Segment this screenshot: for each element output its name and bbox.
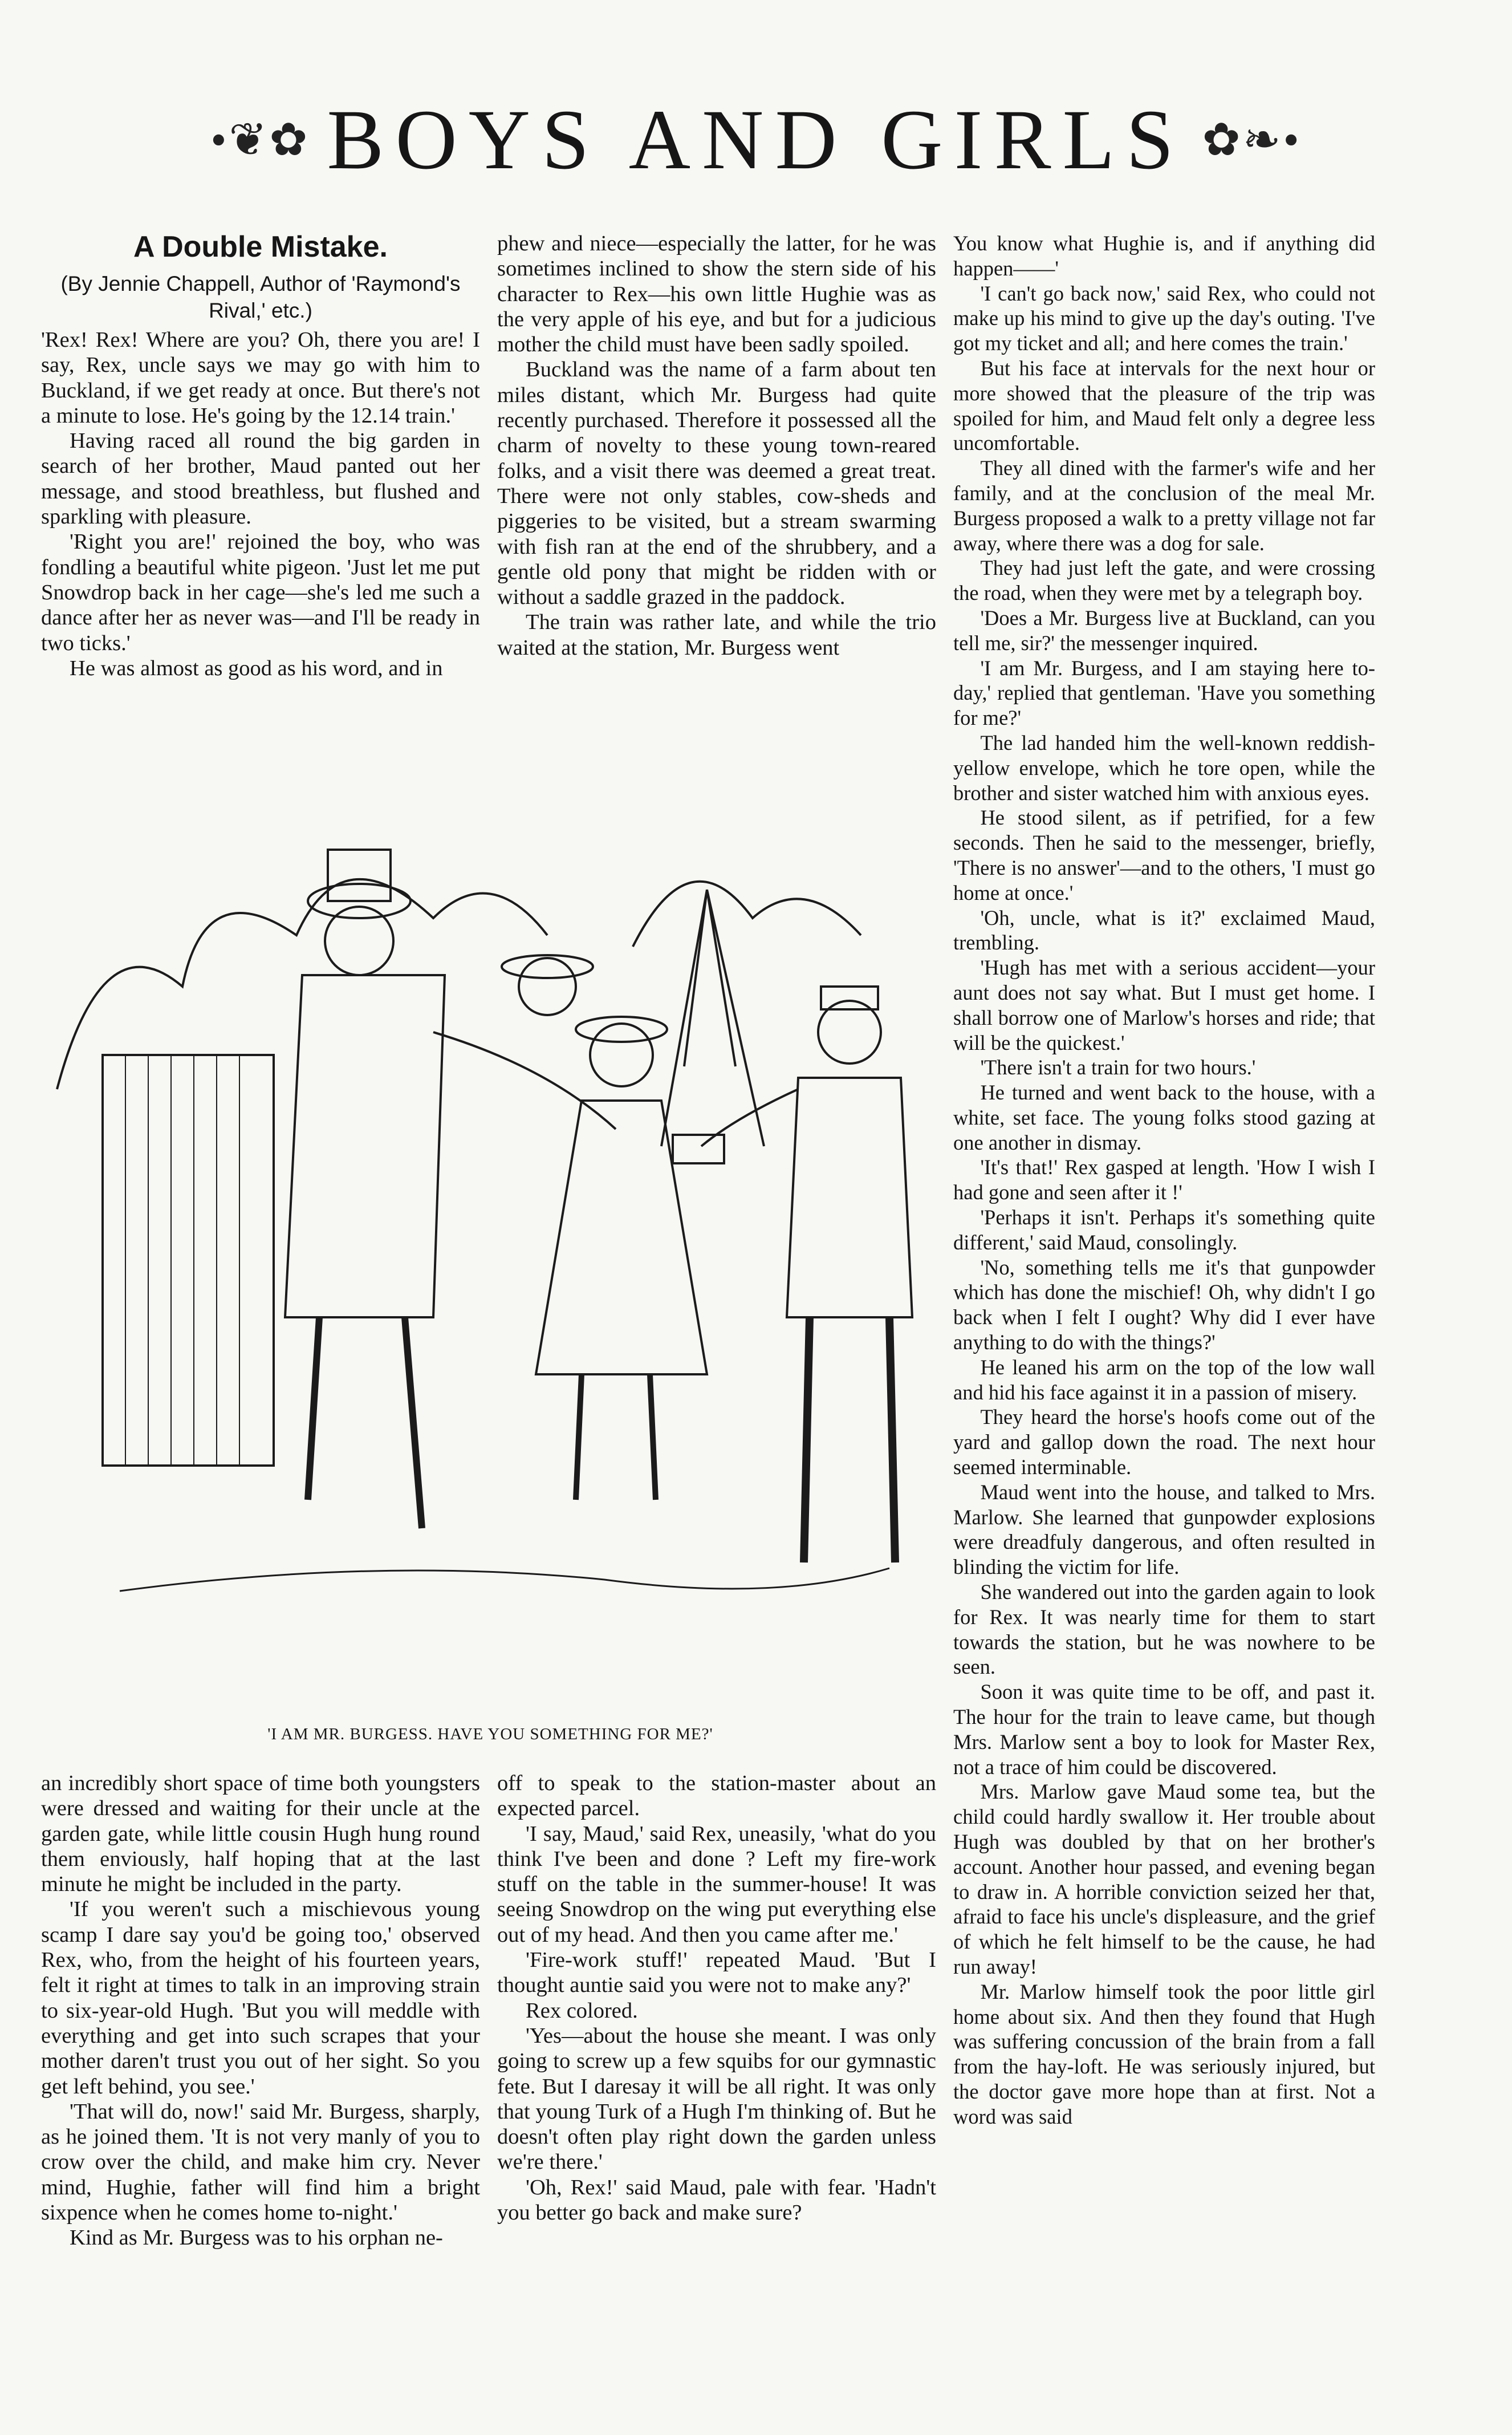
paragraph: 'I am Mr. Burgess, and I am staying here to-day,' replied that gentleman. 'Have you something for me?' bbox=[953, 656, 1375, 730]
paragraph: 'Perhaps it isn't. Perhaps it's something quite different,' said Maud, consolingly. bbox=[953, 1206, 1375, 1254]
paragraph: 'Hugh has met with a serious accident—your aunt does not say what. But I must get home. I shall borrow one of Marlow's horses and ride; that will be the quickest.' bbox=[953, 956, 1375, 1054]
column-1-bottom bbox=[41, 1771, 480, 2251]
ornament-left-icon: •❦✿ bbox=[210, 115, 310, 165]
paragraph: 'There isn't a train for two hours.' bbox=[980, 1056, 1256, 1079]
paragraph: 'It's that!' Rex gasped at length. 'How I wish I had gone and seen after it !' bbox=[953, 1155, 1375, 1204]
paragraph: 'No, something tells me it's that gunpowder which has done the mischief! Oh, why didn't I go back when I felt I ought? Why did I ever have anything to do with the things?' bbox=[953, 1255, 1375, 1354]
paragraph: He leaned his arm on the top of the low wall and hid his face against it in a passion of misery. bbox=[953, 1355, 1375, 1404]
paragraph: They all dined with the farmer's wife and her family, and at the conclusion of the meal Mr. Burgess proposed a walk to a pretty village not far away, where there was a dog for sale. bbox=[953, 456, 1375, 555]
fir-tree bbox=[661, 890, 764, 1146]
ground-line bbox=[120, 1568, 889, 1591]
child-head bbox=[519, 958, 576, 1015]
paragraph: They heard the horse's hoofs come out of the yard and gallop down the road. The next hour seemed interminable. bbox=[953, 1405, 1375, 1479]
paragraph: Buckland was the name of a farm about ten miles distant, which Mr. Burgess had quite recently purchased. Therefore it possessed all the charm of novelty to these young town-reared folks, and a visit there was deemed a great treat. There were not only stables, cow-sheds and piggeries to be visited, but a stream swarming with fish ran at the end of the shrubbery, and a gentle old pony that might be ridden with or without a saddle grazed in the paddock. bbox=[497, 358, 936, 610]
man-arm bbox=[433, 1032, 616, 1129]
paragraph: He was almost as good as his word, and in bbox=[70, 656, 443, 680]
hat-crown bbox=[328, 850, 391, 901]
paragraph: He turned and went back to the house, with a white, set face. The young folks stood gazing at one another in dismay. bbox=[953, 1081, 1375, 1154]
page-title: BOYS AND GIRLS bbox=[327, 92, 1185, 187]
paragraph: 'Oh, uncle, what is it?' exclaimed Maud, trembling. bbox=[953, 906, 1375, 955]
paragraph: Mrs. Marlow gave Maud some tea, but the child could hardly swallow it. Her trouble about Hugh was doubled by that on her brother's account. Another hour passed, and evening began to draw in. A horrible conviction seized her that, afraid to face his uncle's displeasure, and the grief of which he felt himself to be the cause, he had run away! bbox=[953, 1780, 1375, 1978]
story-illustration bbox=[34, 747, 946, 1728]
paragraph: 'That will do, now!' said Mr. Burgess, sharply, as he joined them. 'It is not very manly of you to crow over the child, and make him cry. Never mind, Hughie, father will find him a bright sixpence when he comes home to-night.' bbox=[41, 2099, 480, 2225]
messenger-legs bbox=[804, 1317, 895, 1563]
garden-gate bbox=[103, 1055, 274, 1466]
paragraph: Mr. Marlow himself took the poor little girl home about six. And then they found that Hugh was suffering concussion of the brain from a fall from the hay-loft. He was seriously injured, but the doctor gave more hope than at first. Not a word was said bbox=[953, 1979, 1375, 2128]
paragraph: The lad handed him the well-known reddish-yellow envelope, which he tore open, while the brother and sister watched him with anxious eyes. bbox=[953, 730, 1375, 805]
paragraph: Having raced all round the big garden in search of her brother, Maud panted out her message, and stood breathless, but flushed and sparkling with pleasure. bbox=[41, 429, 480, 529]
column-2-bottom bbox=[497, 1771, 936, 2225]
girl-legs bbox=[576, 1374, 656, 1500]
paragraph: Rex colored. bbox=[526, 1998, 638, 2023]
paragraph: 'If you weren't such a mischievous young scamp I dare say you'd be going too,' observed Rex, who, from the height of his fourteen years, felt it right at times to talk in an improving strain to six-year-old Hugh. 'But you will meddle with everything and get into such scrapes that your mother daren't trust you out of her sight. So you get left behind, you see.' bbox=[41, 1897, 480, 2099]
messenger-cap bbox=[821, 987, 878, 1009]
paragraph: 'Yes—about the house she meant. I was only going to screw up a few squibs for our gymnastic fete. But I daresay it will be all right. It was only that young Turk of a Hugh I'm thinking of. But he doesn't often play right down the garden unless we're there.' bbox=[497, 2023, 936, 2174]
paragraph: Soon it was quite time to be off, and past it. The hour for the train to leave came, but though Mrs. Marlow sent a boy to look for Master Rex, not a trace of him could be discovered. bbox=[953, 1680, 1375, 1779]
paragraph: You know what Hughie is, and if anything did happen——' bbox=[953, 232, 1375, 280]
illustration-caption: 'I AM MR. BURGESS. HAVE YOU SOMETHING FOR ME?' bbox=[267, 1725, 713, 1743]
messenger-arm bbox=[701, 1089, 798, 1146]
story-byline: (By Jennie Chappell, Author of 'Raymond's Rival,' etc.) bbox=[60, 272, 461, 322]
paragraph: She wandered out into the garden again to look for Rex. It was nearly time for them to start towards the station, but he was nowhere to be seen. bbox=[953, 1580, 1375, 1679]
paragraph: 'Does a Mr. Burgess live at Buckland, can you tell me, sir?' the messenger inquired. bbox=[953, 606, 1375, 655]
paragraph: But his face at intervals for the next hour or more showed that the pleasure of the trip was spoiled for him, and Maud felt only a degree less uncomfortable. bbox=[953, 356, 1375, 455]
messenger-jacket bbox=[787, 1078, 912, 1317]
gate-bars bbox=[125, 1055, 239, 1466]
paragraph: 'I can't go back now,' said Rex, who could not make up his mind to give up the day's outing. 'I've got my ticket and all; and here comes the train.' bbox=[953, 281, 1375, 355]
paragraph: The train was rather late, and while the trio waited at the station, Mr. Burgess went bbox=[497, 610, 936, 660]
telegram-envelope-icon bbox=[673, 1135, 724, 1163]
paragraph: 'I say, Maud,' said Rex, uneasily, 'what do you think I've been and done ? Left my fire-work stuff on the table in the summer-house! It was seeing Snowdrop on the wing put everything else out of my head. And then you came after me.' bbox=[497, 1821, 936, 1947]
tree-outline bbox=[633, 882, 861, 947]
girl-dress bbox=[536, 1101, 707, 1374]
paragraph: Maud went into the house, and talked to Mrs. Marlow. She learned that gunpowder explosions were dreadfuly dangerous, and often resulted in blinding the victim for life. bbox=[953, 1480, 1375, 1579]
man-coat bbox=[285, 975, 445, 1317]
man-legs bbox=[308, 1317, 422, 1528]
ornament-right-icon: ✿❧• bbox=[1202, 115, 1302, 165]
girl-head bbox=[590, 1024, 653, 1086]
column-2-top bbox=[497, 231, 936, 660]
column-1-top bbox=[41, 228, 480, 681]
masthead bbox=[0, 86, 1512, 194]
paragraph: Kind as Mr. Burgess was to his orphan ne- bbox=[70, 2226, 443, 2250]
column-3 bbox=[953, 231, 1375, 2129]
paragraph: 'Right you are!' rejoined the boy, who was fondling a beautiful white pigeon. 'Just let me put Snowdrop back in her cage—she's led me such a dance after her as never was—and I'll be ready in two ticks.' bbox=[41, 530, 480, 655]
story-title: A Double Mistake. bbox=[133, 230, 388, 263]
paragraph: 'Fire-work stuff!' repeated Maud. 'But I thought auntie said you were not to make any?' bbox=[497, 1948, 936, 1998]
paragraph: 'Oh, Rex!' said Maud, pale with fear. 'Hadn't you better go back and make sure? bbox=[497, 2175, 936, 2225]
paragraph: He stood silent, as if petrified, for a few seconds. Then he said to the messenger, briefly, 'There is no answer'—and to the others, 'I must go home at once.' bbox=[953, 806, 1375, 904]
paragraph: off to speak to the station-master about an expected parcel. bbox=[497, 1771, 936, 1821]
paragraph: They had just left the gate, and were crossing the road, when they were met by a telegraph boy. bbox=[953, 556, 1375, 605]
girl-hat bbox=[576, 1017, 667, 1042]
paragraph: 'Rex! Rex! Where are you? Oh, there you are! I say, Rex, uncle says we may go with him to Buckland, if we get ready at once. But there's not a minute to lose. He's going by the 12.14 train.' bbox=[41, 328, 480, 428]
paragraph: phew and niece—especially the latter, for he was sometimes inclined to show the stern side of his character to Rex—his own little Hughie was as the very apple of his eye, and but for a judicious mother the child must have been sadly spoiled. bbox=[497, 232, 936, 357]
paragraph: an incredibly short space of time both youngsters were dressed and waiting for their uncle at the garden gate, while little cousin Hugh hung round them enviously, half hoping that at the last minute he might be included in the party. bbox=[41, 1771, 480, 1897]
